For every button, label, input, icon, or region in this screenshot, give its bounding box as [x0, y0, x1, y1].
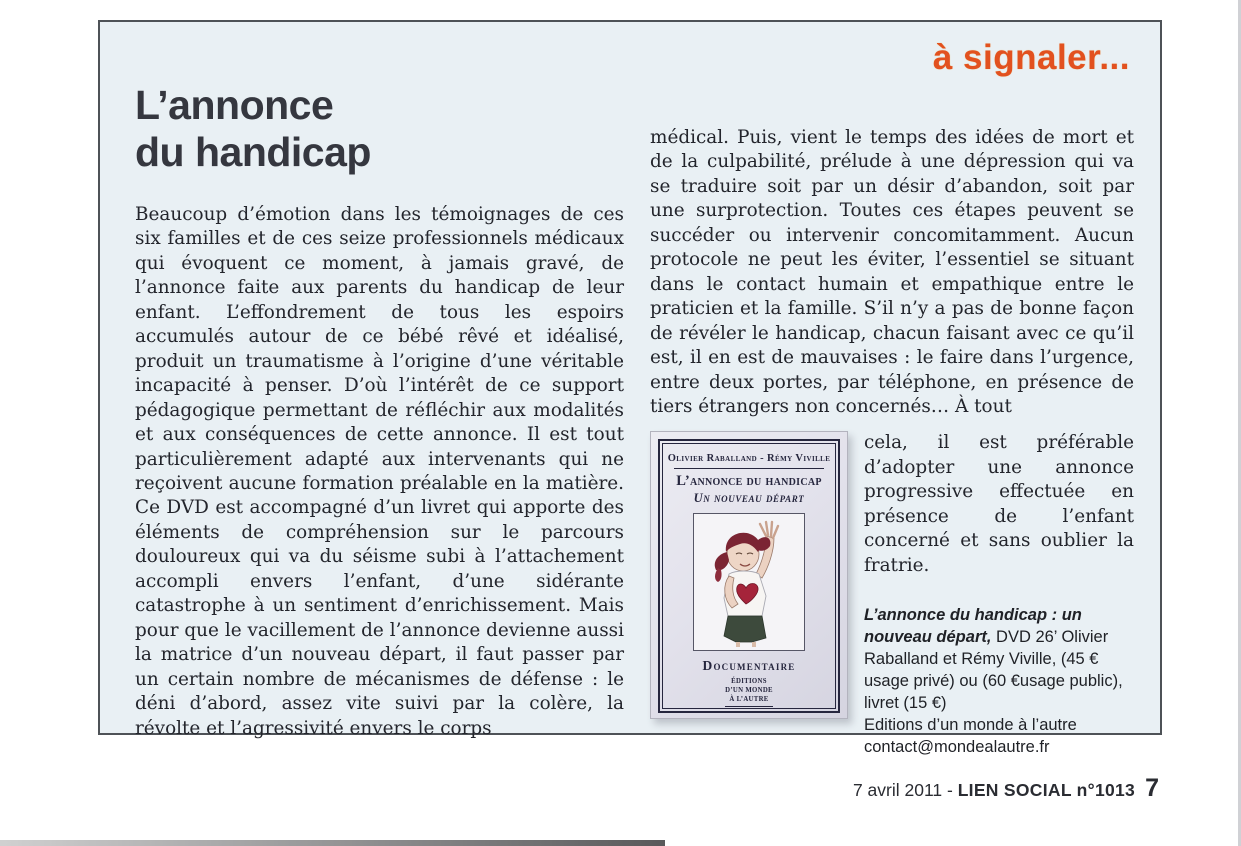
dvd-publisher-line1: ÉDITIONS [731, 678, 767, 686]
dvd-cover-inner-frame [662, 443, 836, 709]
footer-magazine-title: LIEN SOCIAL n°1013 [957, 780, 1136, 800]
dvd-illustration [693, 513, 805, 651]
right-column-text: médical. Puis, vient le temps des idées de mort et de la culpabilité, prélude à une dépression qui va se traduire soit par un désir d’abandon, soit par une surprotection. Toutes ces étapes peuvent se succéder ou intervenir concomitamment. Aucun protocole ne peut les éviter, l’essentiel se situant dans le contact humain et empathique entre le praticien et la famille. S’il n’y a pas de bonne façon de révéler le handicap, chacun faisant avec ce qu’il est, il en est de mauvaises : le faire dans l’urgence, entre deux portes, par téléphone, en présence de tiers étrangers non concernés… À tout [650, 127, 1134, 417]
dvd-authors: Olivier Raballand - Rémy Viville [667, 453, 831, 465]
right-column [650, 126, 1134, 758]
section-header: à signaler... [932, 38, 1130, 77]
caption-details: DVD 26’ Olivier Raballand et Rémy Viville, (45 € usage privé) ou (60 €usage public), livret (15 €) [864, 628, 1123, 713]
wrapped-body-text: cela, il est préférable d’adopter une annonce progressive effectuée en présence de l’enfant concerné et sans oublier la fratrie. [864, 432, 1134, 576]
dvd-divider [674, 468, 824, 469]
dvd-title: L’annonce du handicap [676, 473, 822, 490]
article-title-line1: L’annonce [135, 82, 334, 128]
caption-publisher: Editions d’un monde à l’autre [864, 716, 1077, 735]
dvd-caption [864, 604, 1138, 758]
footer-date: 7 avril 2011 - [852, 780, 958, 800]
dvd-publisher-line3: À L’AUTRE [729, 696, 769, 704]
dvd-and-caption-row [650, 431, 1134, 758]
dvd-cover-outer-frame [658, 439, 840, 713]
dvd-subtitle: Un nouveau départ [693, 491, 805, 506]
beside-dvd-column [864, 431, 1138, 758]
dvd-cover [650, 431, 848, 719]
dvd-publisher-logo [725, 678, 773, 706]
scan-artifact-strip [0, 840, 665, 846]
footer-page-number: 7 [1145, 774, 1159, 802]
article-title-line2: du handicap [135, 129, 371, 175]
article-panel [98, 20, 1162, 757]
dvd-genre-label: Documentaire [702, 658, 796, 674]
left-column-text: Beaucoup d’émotion dans les témoignages de ces six familles et de ces seize professionnels médicaux qui évoquent ce moment, à jamais gravé, de l’annonce faite aux parents du handicap de leur enfant. L’effondrement de tous les espoirs accumulés autour de ce bébé rêvé et idéalisé, produit un traumatisme à l’origine d’une véritable incapacité à penser. D’où l’intérêt de ce support pédagogique permettant de réfléchir aux modalités et aux conséquences de cette annonce. Il est tout particulièrement adapté aux intervenants qui ne reçoivent aucune formation préalable en la matière. Ce DVD est accompagné d’un livret qui apporte des éléments de compréhension sur le parcours douloureux qui va du séisme subi à l’attachement accompli envers l’enfant, d’une sidérante catastrophe à un sentiment d’enrichissement. Mais pour que le vacillement de l’annonce devienne aussi la matrice d’un nouveau départ, il faut passer par un certain nombre de mécanismes de défense : le déni d’abord, assez vite suivi par la colère, la révolte et l’agressivité envers le corps [135, 204, 624, 739]
girl-illustration-svg [696, 516, 802, 648]
page-footer [853, 774, 1159, 803]
dvd-publisher-line2: D’UN MONDE [725, 687, 773, 695]
caption-title: L’annonce du handicap : un nouveau départ, [864, 606, 1082, 647]
caption-email: contact@mondealautre.fr [864, 738, 1050, 757]
article-title [135, 82, 371, 176]
